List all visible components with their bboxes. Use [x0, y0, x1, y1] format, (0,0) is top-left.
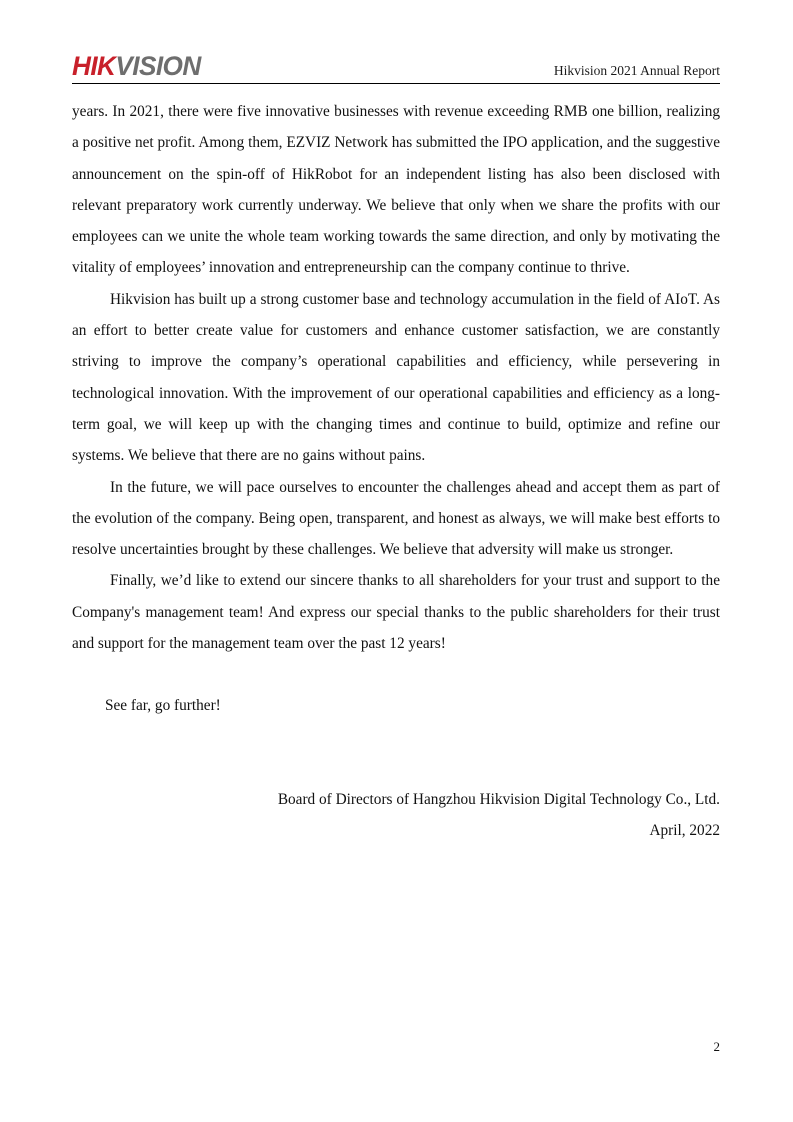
page-number: 2	[713, 1039, 720, 1054]
header-divider-rule	[72, 83, 720, 84]
logo-text-vision: VISION	[115, 51, 201, 81]
body-paragraph: Finally, we’d like to extend our sincere thanks to all shareholders for your trust and support to the Company's management team! And express our special thanks to the public shareholders for their trust and support for the management team over the past 12 years!	[72, 572, 720, 653]
page-footer	[72, 1038, 720, 1056]
body-paragraph: Hikvision has built up a strong customer base and technology accumulation in the field of AIoT. As an effort to better create value for customers and enhance customer satisfaction, we are constantly striving to improve the company’s operational capabilities and efficiency, while persevering in technological innovation. With the improvement of our operational capabilities and efficiency as a long-term goal, we will keep up with the changing times and continue to build, optimize and refine our systems. We believe that there are no gains without pains.	[72, 290, 720, 465]
vertical-spacer	[72, 722, 720, 784]
hikvision-logo	[72, 53, 201, 82]
body-paragraph: In the future, we will pace ourselves to encounter the challenges ahead and accept them as part of the evolution of the company. Being open, transparent, and honest as always, we will make best efforts to resolve uncertainties brought by these challenges. We believe that adversity will make us stronger.	[72, 478, 720, 559]
vertical-spacer	[72, 659, 720, 690]
signature-block	[72, 784, 720, 847]
page-header	[72, 46, 720, 86]
header-report-title: Hikvision 2021 Annual Report	[553, 62, 720, 78]
closing-slogan: See far, go further!	[105, 697, 221, 715]
body-paragraph: years. In 2021, there were five innovative businesses with revenue exceeding RMB one billion, realizing a positive net profit. Among them, EZVIZ Network has submitted the IPO application, and the suggestive announcement on the spin-off of HikRobot for an independent listing has also been disclosed with relevant preparatory work currently underway. We believe that only when we share the profits with our employees can we unite the whole team working towards the same direction, and only by motivating the vitality of employees’ innovation and entrepreneurship can the company continue to thrive.	[72, 103, 720, 277]
header-row	[72, 46, 720, 82]
signature-date: April, 2022	[649, 821, 720, 839]
signature-organization: Board of Directors of Hangzhou Hikvision Digital Technology Co., Ltd.	[277, 790, 720, 808]
document-body	[72, 96, 720, 846]
logo-text-hik: HIK	[72, 51, 116, 81]
